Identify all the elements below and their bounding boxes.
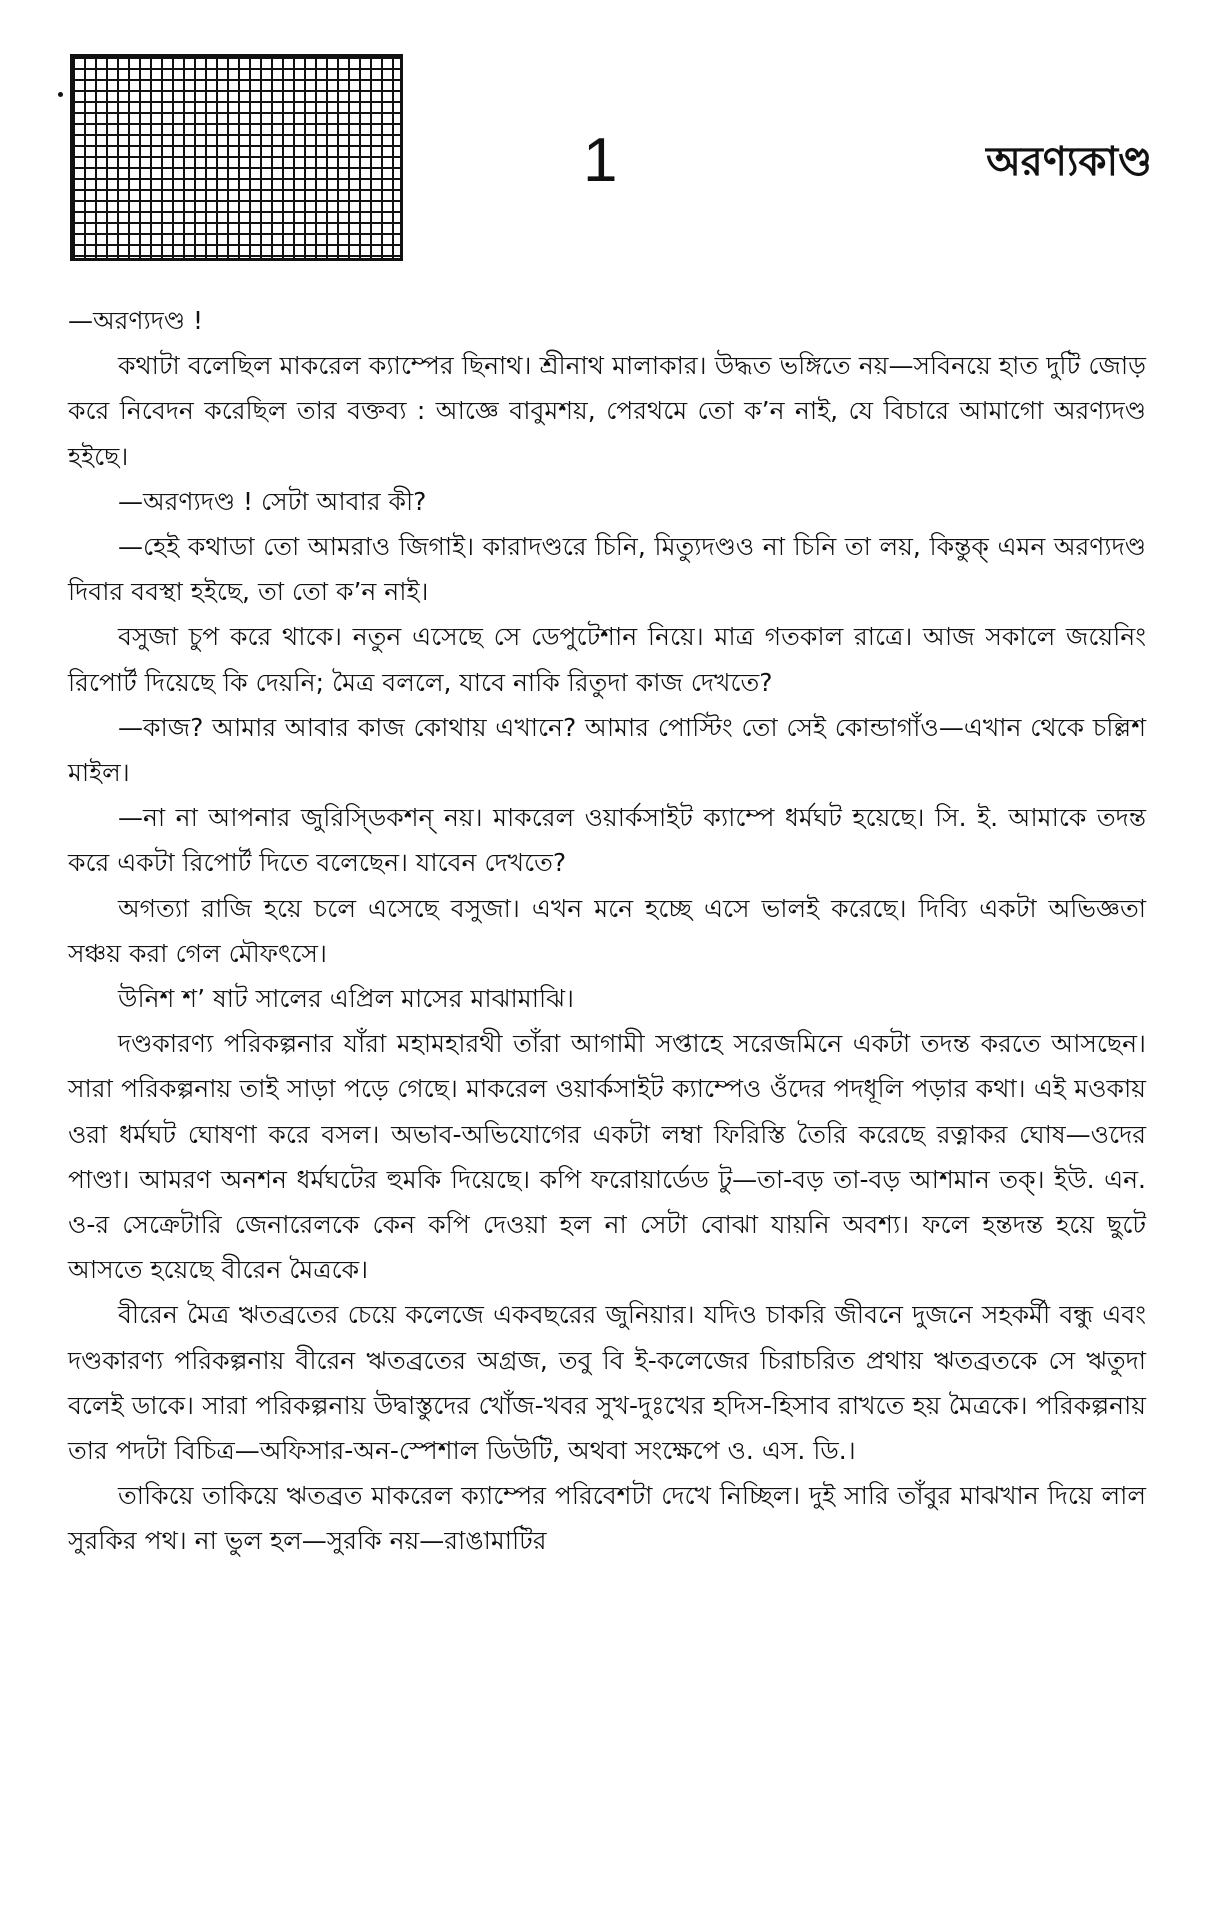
paragraph: তাকিয়ে তাকিয়ে ঋতব্রত মাকরেল ক্যাম্পের পরিবেশটা দেখে নিচ্ছিল। দুই সারি তাঁবুর মাঝখান দিয়ে লাল সুরকির পথ। না ভুল হল—সুরকি নয়—রাঙামাটির <box>68 1481 1146 1556</box>
decorative-grid-block <box>70 54 403 261</box>
paragraph: কথাটা বলেছিল মাকরেল ক্যাম্পের ছিনাথ। শ্রীনাথ মালাকার। উদ্ধত ভঙ্গিতে নয়—সবিনয়ে হাত দুটি জোড় করে নিবেদন করেছিল তার বক্তব্য : আজ্ঞে বাবুমশয়, পেরথমে তো ক’ন নাই, যে বিচারে আমাগো অরণ্যদণ্ড হইছে। <box>68 351 1146 471</box>
paragraph: দণ্ডকারণ্য পরিকল্পনার যাঁরা মহামহারথী তাঁরা আগামী সপ্তাহে সরেজমিনে একটা তদন্ত করতে আসছেন। সারা পরিকল্পনায় তাই সাড়া পড়ে গেছে। মাকরেল ওয়ার্কসাইট ক্যাম্পেও ওঁদের পদধূলি পড়ার কথা। এই মওকায় ওরা ধর্মঘট ঘোষণা করে বসল। অভাব-অভিযোগের একটা লম্বা ফিরিস্তি তৈরি করেছে রত্নাকর ঘোষ—ওদের পাণ্ডা। আমরণ অনশন ধর্মঘটের হুমকি দিয়েছে। কপি ফরোয়ার্ডেড টু—তা-বড় তা-বড় আশমান তক্। ইউ. এন. ও-র সেক্রেটারি জেনারেলকে কেন কপি দেওয়া হল না সেটা বোঝা যায়নি অবশ্য। ফলে হন্তদন্ত হয়ে ছুটে আসতে হয়েছে বীরেন মৈত্রকে। <box>68 1029 1146 1285</box>
paragraph: বীরেন মৈত্র ঋতব্রতের চেয়ে কলেজে একবছরের জুনিয়ার। যদিও চাকরি জীবনে দুজনে সহকর্মী বন্ধু এবং দণ্ডকারণ্য পরিকল্পনায় বীরেন ঋতব্রতের অগ্রজ, তবু বি ই-কলেজের চিরাচরিত প্রথায় ঋতব্রতকে সে ঋতুদা বলেই ডাকে। সারা পরিকল্পনায় উদ্বাস্তুদের খোঁজ-খবর সুখ-দুঃখের হদিস-হিসাব রাখতে হয় মৈত্রকে। পরিকল্পনায় তার পদটা বিচিত্র—অফিসার-অন-স্পেশাল ডিউটি, অথবা সংক্ষেপে ও. এস. ডি.। <box>68 1300 1146 1466</box>
paragraph: বসুজা চুপ করে থাকে। নতুন এসেছে সে ডেপুটেশান নিয়ে। মাত্র গতকাল রাত্রে। আজ সকালে জয়েনিং রিপোর্ট দিয়েছে কি দেয়নি; মৈত্র বললে, যাবে নাকি রিতুদা কাজ দেখতে? <box>68 622 1146 697</box>
paragraph: উনিশ শ’ ষাট সালের এপ্রিল মাসের মাঝামাঝি। <box>118 984 574 1014</box>
paragraph: —না না আপনার জুরিস্ডিকশন্ নয়। মাকরেল ওয়ার্কসাইট ক্যাম্পে ধর্মঘট হয়েছে। সি. ই. আমাকে তদন্ত করে একটা রিপোর্ট দিতে বলেছেন। যাবেন দেখতে? <box>68 803 1146 878</box>
decorative-dot <box>58 92 63 97</box>
paragraph: —অরণ্যদণ্ড ! <box>68 306 204 335</box>
paragraph: —হেই কথাডা তো আমরাও জিগাই। কারাদণ্ডরে চিনি, মিত্যুদণ্ডও না চিনি তা লয়, কিন্তুক্ এমন অরণ্যদণ্ড দিবার ববস্থা হইছে, তা তো ক’ন নাই। <box>68 532 1146 607</box>
paragraph: —কাজ? আমার আবার কাজ কোথায় এখানে? আমার পোস্টিং তো সেই কোন্ডাগাঁও—এখান থেকে চল্লিশ মাইল। <box>68 712 1146 788</box>
chapter-body <box>68 298 1146 1564</box>
paragraph: অগত্যা রাজি হয়ে চলে এসেছে বসুজা। এখন মনে হচ্ছে এসে ভালই করেছে। দিব্যি একটা অভিজ্ঞতা সঞ্চয় করা গেল মৌফৎসে। <box>68 893 1146 968</box>
paragraph: —অরণ্যদণ্ড ! সেটা আবার কী? <box>118 486 427 516</box>
chapter-number: 1 <box>583 126 618 195</box>
chapter-title: অরণ্যকাণ্ড <box>986 139 1152 185</box>
